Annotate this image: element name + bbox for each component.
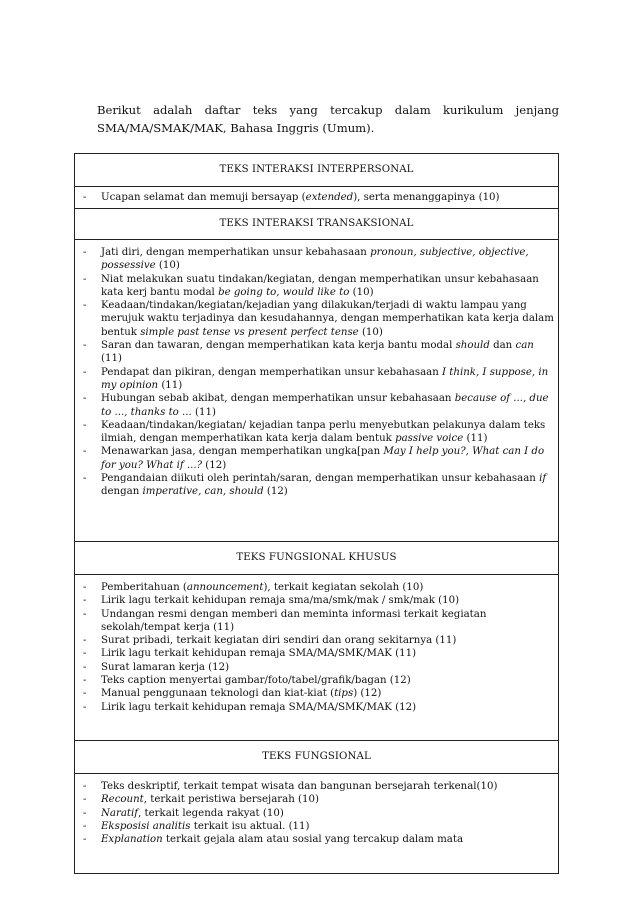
bullet-dash: - xyxy=(83,366,87,378)
item-text xyxy=(101,687,554,700)
italic-term: be going to, would like to xyxy=(218,286,350,298)
bullet-dash: - xyxy=(83,807,87,819)
text-run: (11) xyxy=(101,353,122,365)
italic-term: if xyxy=(539,473,547,485)
text-run: (12) xyxy=(263,486,288,498)
bullet-dash: - xyxy=(83,473,87,485)
bullet-dash: - xyxy=(83,820,87,832)
item-text xyxy=(101,419,554,446)
italic-term: imperative, can, should xyxy=(142,486,264,498)
bullet-dash: - xyxy=(83,608,87,620)
bullet-dash: - xyxy=(83,635,87,647)
text-run: Hubungan sebab akibat, dengan memperhatikan unsur kebahasaan xyxy=(101,393,455,405)
text-run: , terkait legenda rakyat (10) xyxy=(138,807,284,819)
list-item xyxy=(83,687,554,700)
text-run: Ucapan selamat dan memuji bersayap ( xyxy=(101,192,306,203)
item-text xyxy=(101,299,554,339)
bullet-dash: - xyxy=(83,582,87,593)
section-body xyxy=(75,187,558,209)
bullet-dash: - xyxy=(83,192,87,203)
text-run: Jati diri, dengan memperhatikan unsur kebahasaan xyxy=(101,247,371,258)
text-run: Lirik lagu terkait kehidupan remaja SMA/MA/SMK/MAK (11) xyxy=(101,648,417,660)
item-text xyxy=(101,191,554,204)
item-text xyxy=(101,820,554,833)
italic-term: because of ..., due to ..., thanks to ... xyxy=(101,393,549,418)
item-text xyxy=(101,246,554,273)
section-header: TEKS FUNGSIONAL xyxy=(75,741,558,774)
list-item xyxy=(83,634,554,647)
bullet-dash: - xyxy=(83,794,87,806)
bullet-dash: - xyxy=(83,675,87,687)
text-run: terkait gejala alam atau sosial yang tercakup dalam mata xyxy=(162,834,464,846)
text-run: Surat lamaran kerja (12) xyxy=(101,661,230,673)
text-run: (10) xyxy=(349,286,374,298)
list-item xyxy=(83,608,554,635)
italic-term: can xyxy=(515,340,534,352)
text-run: (11) xyxy=(158,379,183,391)
section-body xyxy=(75,575,558,741)
text-run: Keadaan/tindakan/kegiatan/kejadian yang dilakukan/terjadi di waktu lampau yang merujuk waktu terjadinya dan kesudahannya, dengan memperhatikan kata kerja dalam bentuk xyxy=(101,300,554,338)
text-run: (10) xyxy=(358,326,383,338)
intro-paragraph: Berikut adalah daftar teks yang tercakup dalam kurikulum jenjang SMA/MA/SMAK/MAK, Bahasa Inggris (Umum). xyxy=(97,103,559,135)
bullet-dash: - xyxy=(83,300,87,312)
list-item xyxy=(83,339,554,366)
italic-term: I think, I suppose, in my opinion xyxy=(101,366,549,391)
list-item xyxy=(83,780,554,793)
italic-term: May I help you?, What can I do for you? What if ...? xyxy=(101,446,545,471)
italic-term: Naratif xyxy=(101,807,139,819)
text-run: Teks caption menyertai gambar/foto/tabel/grafik/bagan (12) xyxy=(101,675,411,687)
text-run: Pendapat dan pikiran, dengan memperhatikan unsur kebahasaan xyxy=(101,366,443,378)
italic-term: announcement xyxy=(186,582,264,593)
item-text xyxy=(101,661,554,674)
bullet-dash: - xyxy=(83,393,87,405)
section-header: TEKS FUNGSIONAL KHUSUS xyxy=(75,542,558,575)
bullet-dash: - xyxy=(83,446,87,458)
list-item xyxy=(83,299,554,339)
bullet-dash: - xyxy=(83,247,87,258)
text-run: Pemberitahuan ( xyxy=(101,582,187,593)
list-item xyxy=(83,191,554,204)
text-run: dan xyxy=(489,340,516,352)
item-text xyxy=(101,581,554,594)
bullet-dash: - xyxy=(83,648,87,660)
text-run: terkait isu aktual. (11) xyxy=(190,820,310,832)
item-text xyxy=(101,674,554,687)
text-run: ), serta menanggapinya (10) xyxy=(353,192,500,203)
list-item xyxy=(83,246,554,273)
text-run: , terkait peristiwa bersejarah (10) xyxy=(143,794,319,806)
text-run: ), terkait kegiatan sekolah (10) xyxy=(263,582,424,593)
item-text xyxy=(101,472,554,499)
list-item xyxy=(83,273,554,300)
bullet-dash: - xyxy=(83,688,87,700)
section-header: TEKS INTERAKSI TRANSAKSIONAL xyxy=(75,209,558,240)
italic-term: passive voice xyxy=(395,433,464,445)
text-run: Niat melakukan suatu tindakan/kegiatan, dengan memperhatikan unsur kebahasaan kata kerj bantu modal xyxy=(101,273,539,298)
italic-term: tips xyxy=(334,688,354,700)
list-item xyxy=(83,793,554,806)
italic-term: Eksposisi analitis xyxy=(101,820,191,832)
list-item xyxy=(83,833,554,846)
section-body xyxy=(75,774,558,873)
curriculum-table xyxy=(74,153,559,874)
section-header: TEKS INTERAKSI INTERPERSONAL xyxy=(75,154,558,187)
list-item xyxy=(83,674,554,687)
text-run: Undangan resmi dengan memberi dan meminta informasi terkait kegiatan sekolah/tempat kerja (11) xyxy=(101,608,487,633)
list-item xyxy=(83,661,554,674)
list-item xyxy=(83,472,554,499)
item-text xyxy=(101,647,554,660)
list-item xyxy=(83,594,554,607)
section-body xyxy=(75,240,558,542)
item-text xyxy=(101,366,554,393)
list-item xyxy=(83,807,554,820)
item-text xyxy=(101,392,554,419)
bullet-dash: - xyxy=(83,273,87,285)
item-text xyxy=(101,634,554,647)
text-run: Teks deskriptif, terkait tempat wisata dan bangunan bersejarah terkenal(10) xyxy=(101,781,498,792)
bullet-dash: - xyxy=(83,701,87,713)
item-text xyxy=(101,273,554,300)
text-run: (11) xyxy=(191,406,216,418)
text-run: ) (12) xyxy=(353,688,382,700)
list-item xyxy=(83,701,554,714)
italic-term: pronoun, subjective, objective, possessive xyxy=(101,247,529,272)
text-run: (12) xyxy=(202,459,227,471)
text-run: Lirik lagu terkait kehidupan remaja SMA/MA/SMK/MAK (12) xyxy=(101,701,417,713)
text-run: Menawarkan jasa, dengan memperhatikan ungka[pan xyxy=(101,446,384,458)
item-text xyxy=(101,339,554,366)
bullet-dash: - xyxy=(83,661,87,673)
item-text xyxy=(101,780,554,793)
list-item xyxy=(83,581,554,594)
item-text xyxy=(101,608,554,635)
list-item xyxy=(83,445,554,472)
text-run: Saran dan tawaran, dengan memperhatikan kata kerja bantu modal xyxy=(101,340,456,352)
list-item xyxy=(83,419,554,446)
italic-term: Recount xyxy=(101,794,144,806)
italic-term: should xyxy=(455,340,490,352)
item-text xyxy=(101,594,554,607)
bullet-dash: - xyxy=(83,340,87,352)
bullet-dash: - xyxy=(83,781,87,792)
item-text xyxy=(101,793,554,806)
item-text xyxy=(101,807,554,820)
text-run: Surat pribadi, terkait kegiatan diri sendiri dan orang sekitarnya (11) xyxy=(101,635,457,647)
text-run: Keadaan/tindakan/kegiatan/ kejadian tanpa perlu menyebutkan pelakunya dalam teks ilmiah, dengan memperhatikan kata kerja dalam bentuk xyxy=(101,419,546,445)
bullet-dash: - xyxy=(83,595,87,607)
italic-term: extended xyxy=(305,192,354,203)
bullet-dash: - xyxy=(83,419,87,431)
item-text xyxy=(101,445,554,472)
text-run: (11) xyxy=(463,433,488,445)
bullet-dash: - xyxy=(83,834,87,846)
list-item xyxy=(83,366,554,393)
text-run: Lirik lagu terkait kehidupan remaja sma/ma/smk/mak / smk/mak (10) xyxy=(101,595,460,607)
list-item xyxy=(83,647,554,660)
text-run: (10) xyxy=(155,260,180,272)
italic-term: simple past tense vs present perfect tense xyxy=(140,326,359,338)
text-run: Manual penggunaan teknologi dan kiat-kiat ( xyxy=(101,688,335,700)
italic-term: Explanation xyxy=(101,834,163,846)
text-run: Pengandaian diikuti oleh perintah/saran, dengan memperhatikan unsur kebahasaan xyxy=(101,473,540,485)
list-item xyxy=(83,820,554,833)
list-item xyxy=(83,392,554,419)
item-text xyxy=(101,701,554,714)
text-run: dengan xyxy=(101,486,143,498)
item-text xyxy=(101,833,554,846)
